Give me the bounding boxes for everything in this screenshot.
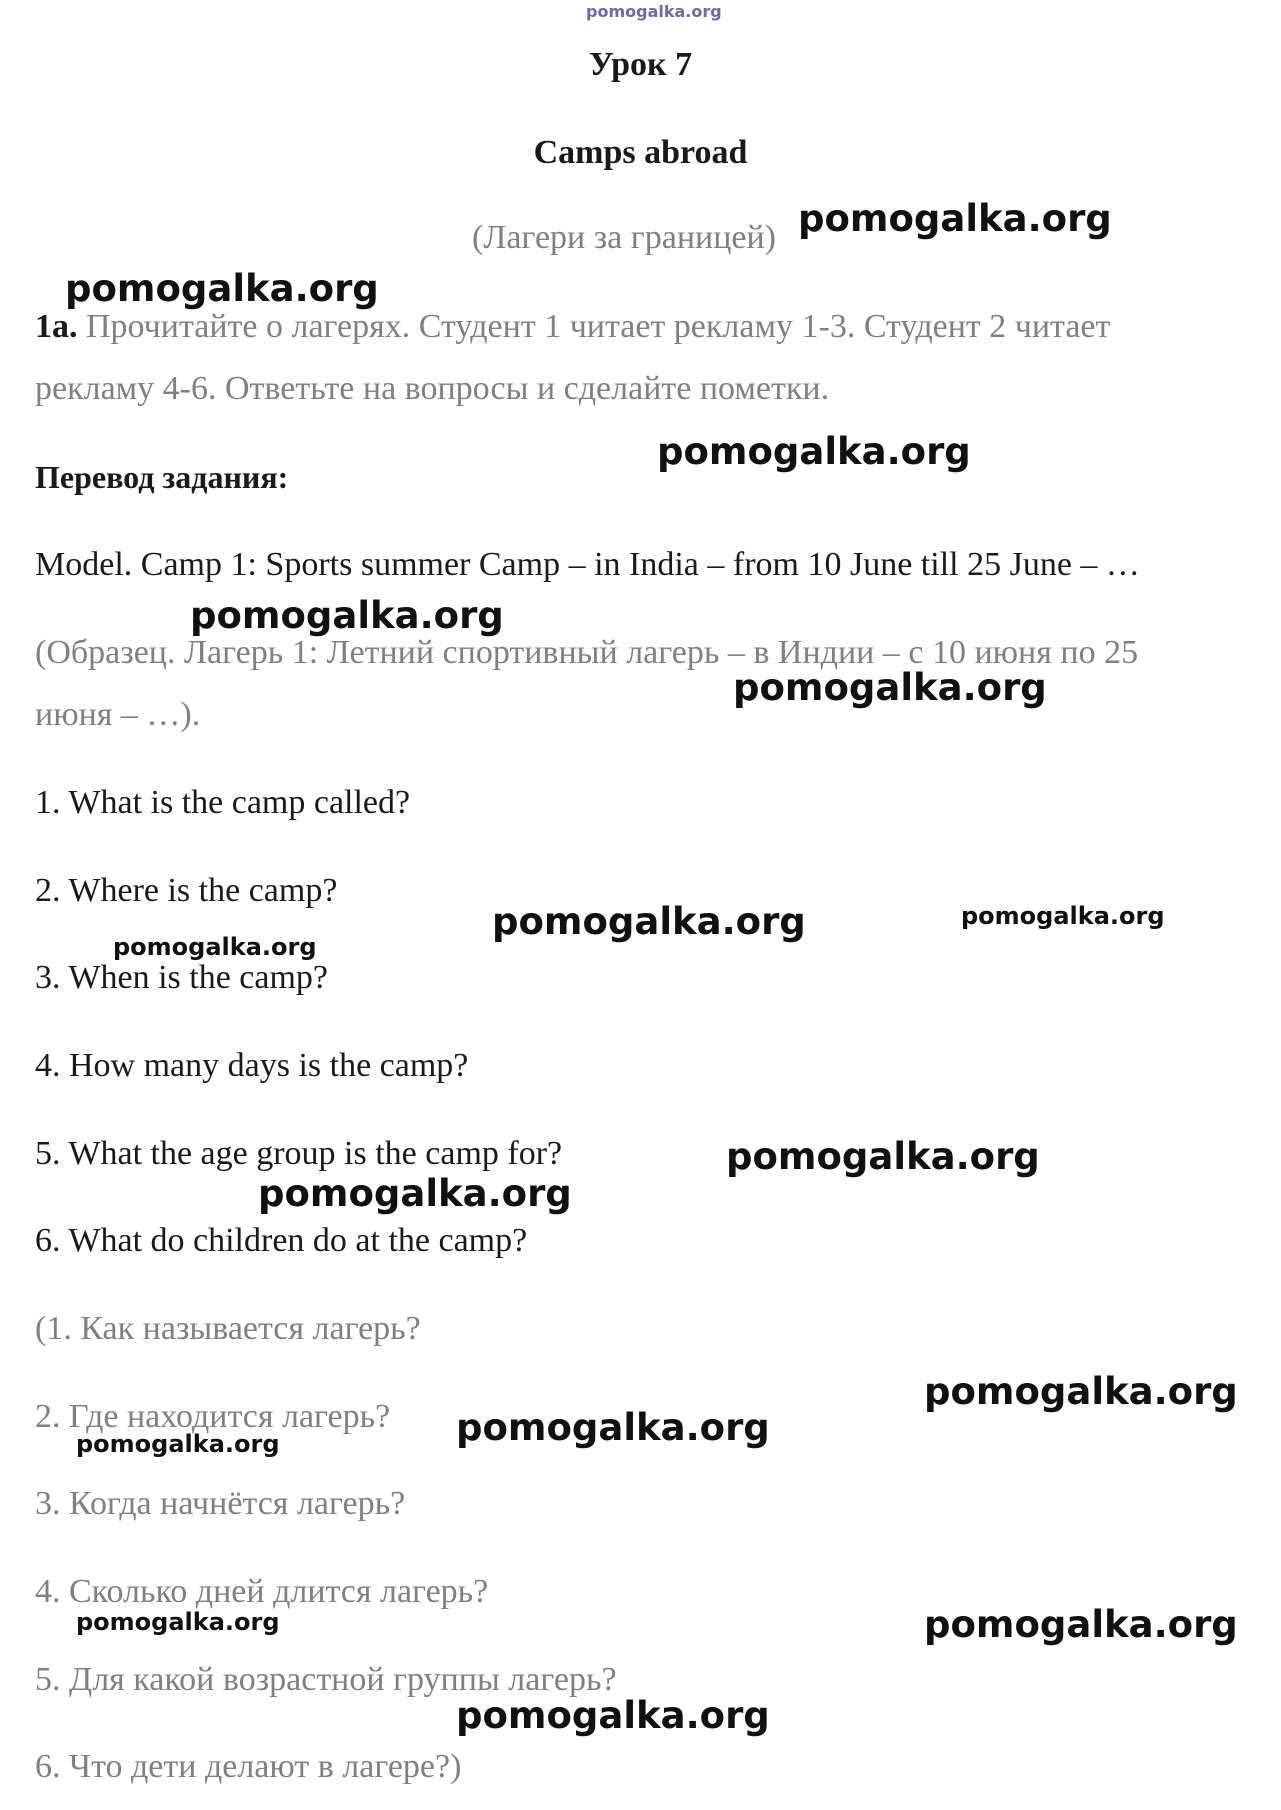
question-en-5: 5. What the age group is the camp for? — [35, 1135, 563, 1172]
watermark: pomogalka.org — [76, 1430, 280, 1458]
lesson-title: Урок 7 — [588, 46, 693, 83]
question-ru-6: 6. Что дети делают в лагере?) — [35, 1748, 462, 1785]
question-ru-3: 3. Когда начнётся лагерь? — [35, 1485, 406, 1522]
watermark: pomogalka.org — [65, 267, 379, 310]
watermark: pomogalka.org — [924, 1370, 1238, 1413]
watermark: pomogalka.org — [726, 1135, 1040, 1178]
model-russian-line2: июня – …). — [35, 696, 201, 733]
question-ru-1: (1. Как называется лагерь? — [35, 1310, 421, 1347]
watermark: pomogalka.org — [456, 1406, 770, 1449]
task-text-line2: рекламу 4-6. Ответьте на вопросы и сделайте пометки. — [35, 370, 830, 407]
question-ru-2: 2. Где находится лагерь? — [35, 1398, 391, 1435]
task-text-line1: Прочитайте о лагерях. Студент 1 читает рекламу 1-3. Студент 2 читает — [86, 308, 1111, 345]
translation-heading: Перевод задания: — [35, 459, 289, 495]
question-ru-4: 4. Сколько дней длится лагерь? — [35, 1573, 489, 1610]
watermark: pomogalka.org — [190, 594, 504, 637]
watermark: pomogalka.org — [924, 1603, 1238, 1646]
site-watermark-top: pomogalka.org — [586, 2, 722, 21]
topic-title: Camps abroad — [533, 134, 748, 171]
watermark: pomogalka.org — [258, 1172, 572, 1215]
model-russian-line1: (Образец. Лагерь 1: Летний спортивный лагерь – в Индии – с 10 июня по 25 — [35, 634, 1139, 671]
question-en-4: 4. How many days is the camp? — [35, 1047, 469, 1084]
topic-translation: (Лагери за границей) — [472, 219, 777, 256]
question-en-6: 6. What do children do at the camp? — [35, 1222, 528, 1259]
question-en-2: 2. Where is the camp? — [35, 872, 338, 909]
watermark: pomogalka.org — [798, 197, 1112, 240]
question-en-1: 1. What is the camp called? — [35, 784, 411, 821]
watermark: pomogalka.org — [961, 902, 1165, 930]
watermark: pomogalka.org — [733, 666, 1047, 709]
watermark: pomogalka.org — [76, 1608, 280, 1636]
watermark: pomogalka.org — [456, 1694, 770, 1737]
task-number: 1a. — [35, 308, 78, 345]
watermark: pomogalka.org — [657, 430, 971, 473]
task-line-1 — [35, 310, 1110, 344]
question-en-3: 3. When is the camp? — [35, 959, 329, 996]
watermark: pomogalka.org — [492, 900, 806, 943]
watermark: pomogalka.org — [113, 933, 317, 961]
question-ru-5: 5. Для какой возрастной группы лагерь? — [35, 1661, 617, 1698]
model-english: Model. Camp 1: Sports summer Camp – in India – from 10 June till 25 June – … — [35, 546, 1140, 583]
